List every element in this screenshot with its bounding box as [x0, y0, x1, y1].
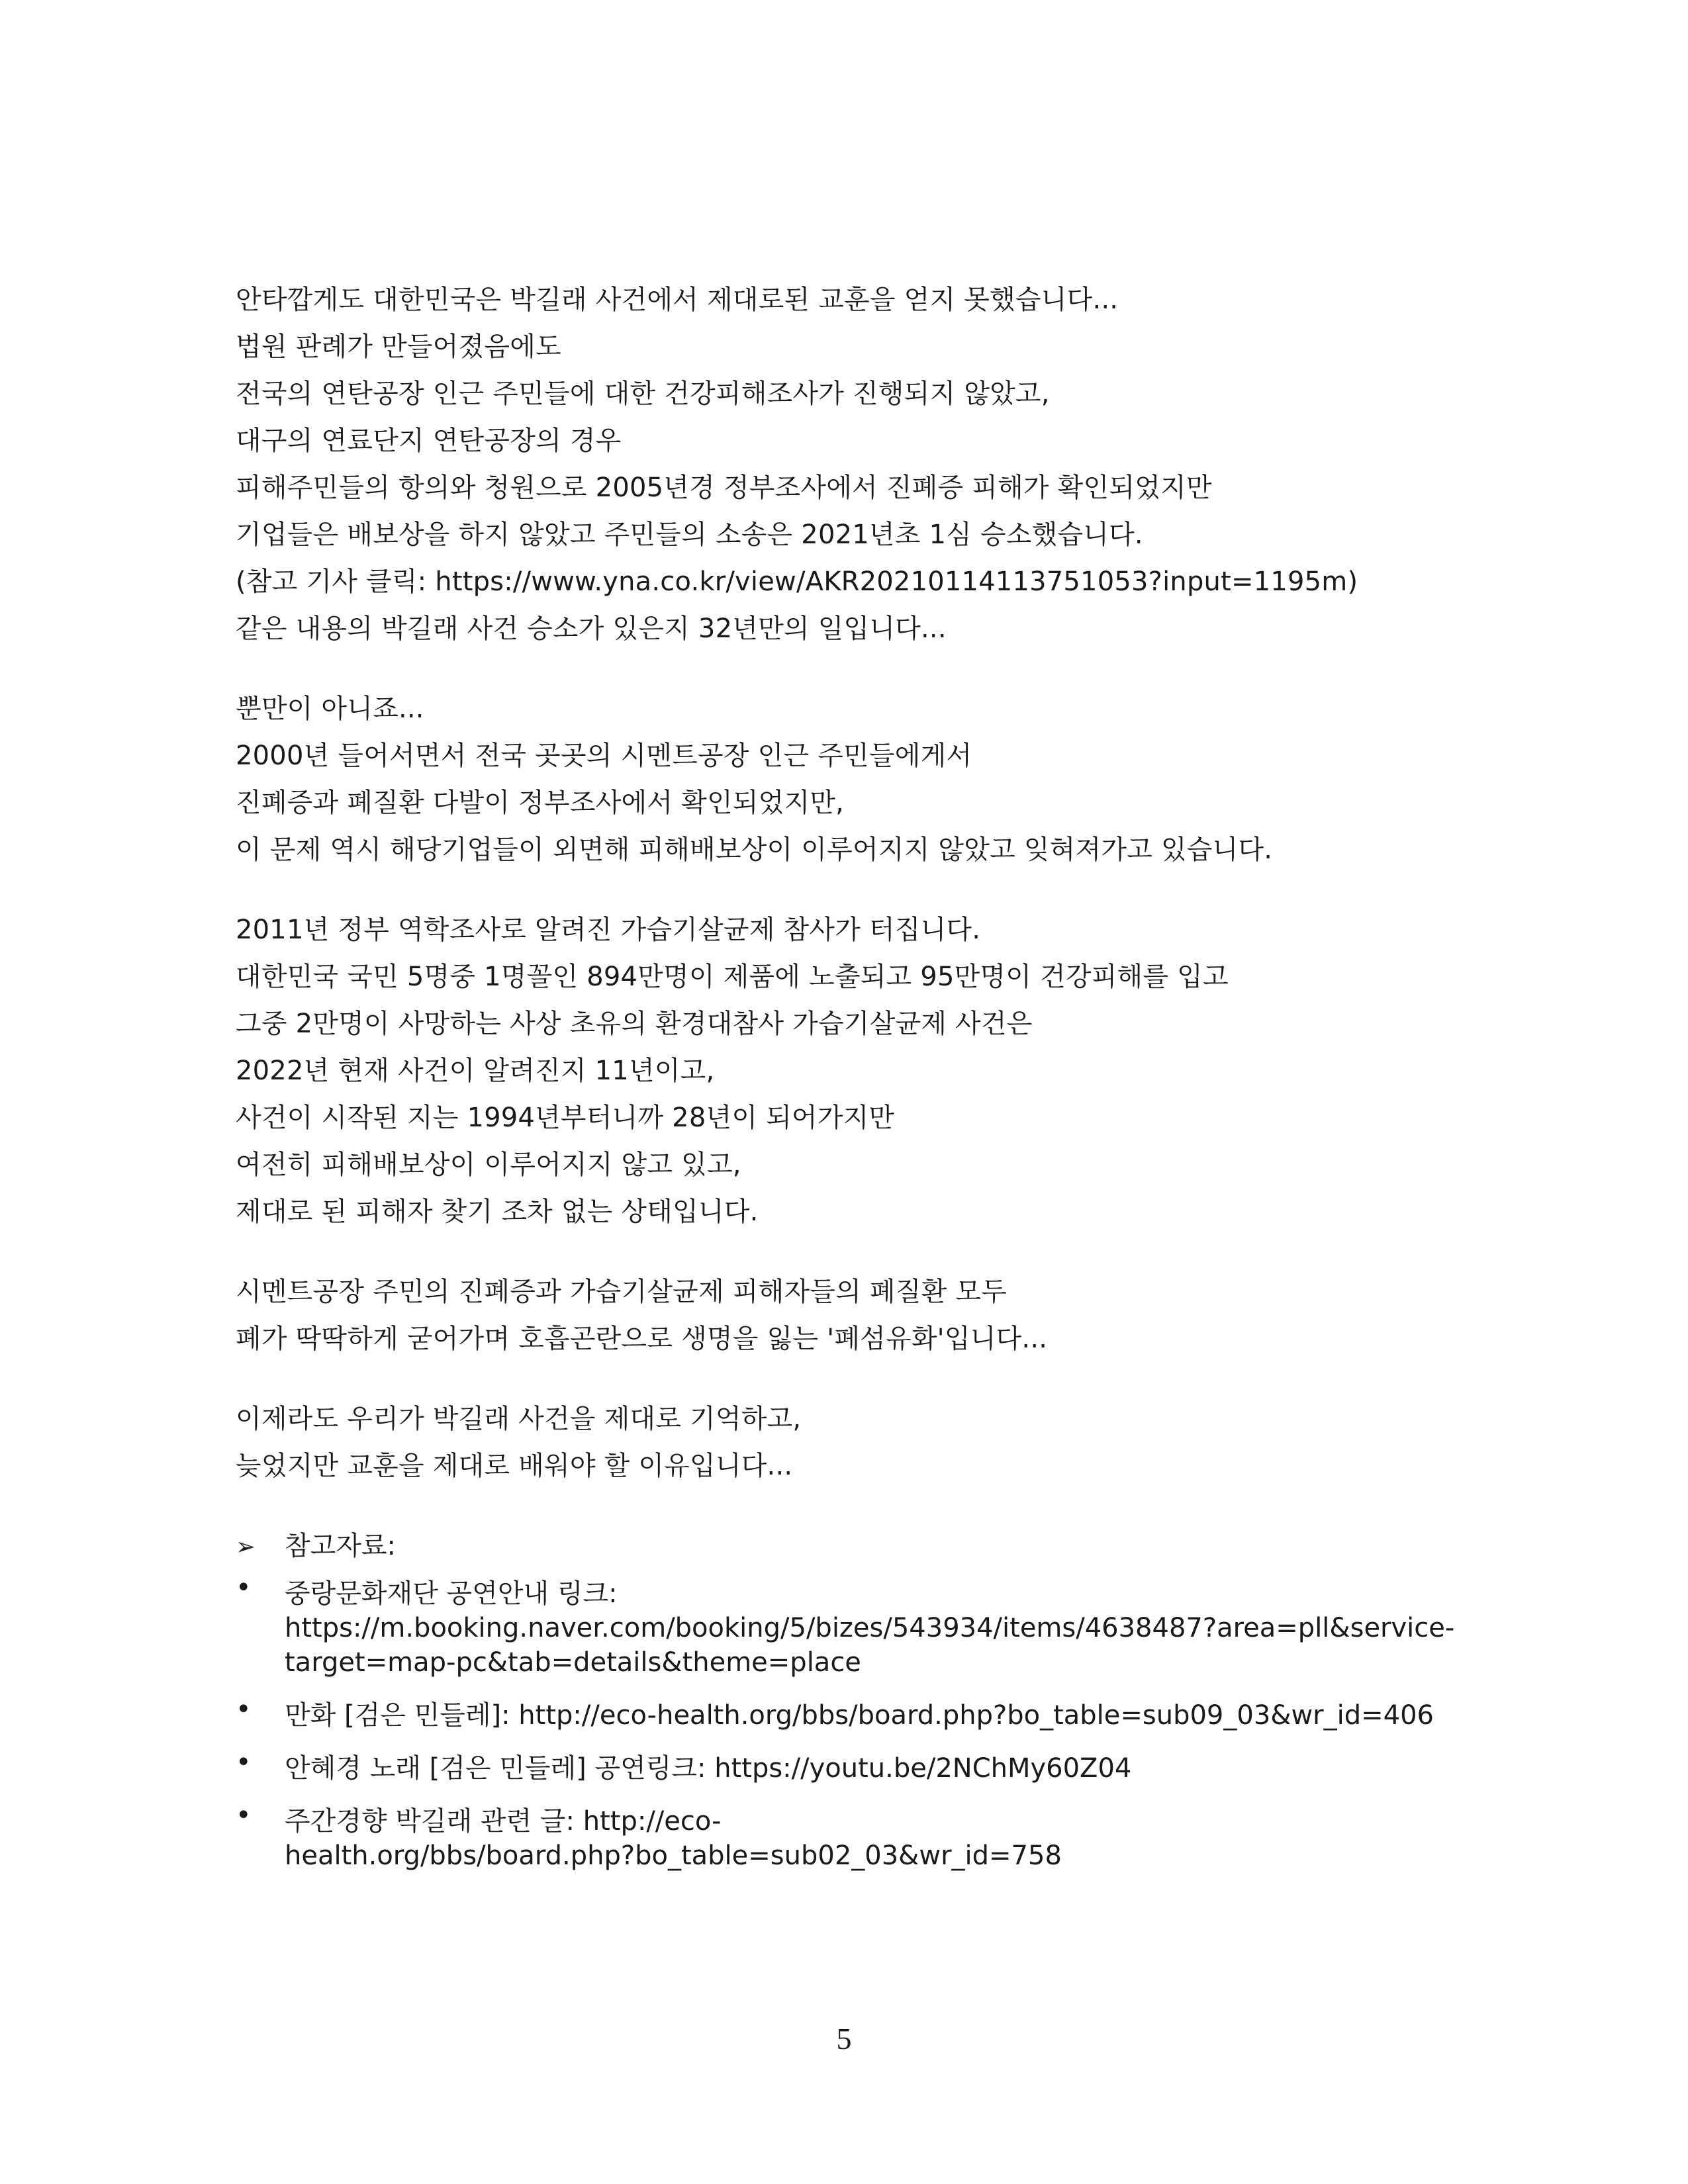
reference-link[interactable]: https://m.booking.naver.com/booking/5/bizes/543934/items/4638487?area=pll&service- — [285, 1613, 1455, 1643]
bullet-icon: • — [236, 1747, 252, 1778]
reference-item-comic — [236, 1692, 1480, 1739]
reference-link[interactable]: 만화 [검은 민들레]: http://eco-health.org/bbs/board.php?bo_table=sub09_03&wr_id=406 — [285, 1700, 1434, 1731]
paragraph-line: 2011년 정부 역학조사로 알려진 가습기살균제 참사가 터집니다. — [236, 915, 981, 945]
paragraph-line: 여전히 피해배보상이 이루어지지 않고 있고, — [236, 1150, 741, 1180]
reference-article-line[interactable]: (참고 기사 클릭: https://www.yna.co.kr/view/AKR20210114113751053?input=1195m) — [236, 567, 1358, 597]
reference-link[interactable]: 안혜경 노래 [검은 민들레] 공연링크: https://youtu.be/2NChMy60Z04 — [285, 1753, 1132, 1784]
reference-body — [285, 1745, 1131, 1792]
reference-body — [285, 1570, 1454, 1686]
paragraph-line: 그중 2만명이 사망하는 사상 초유의 환경대참사 가습기살균제 사건은 — [236, 1009, 1033, 1039]
paragraph-5 — [236, 1396, 1480, 1490]
bullet-icon: • — [236, 1572, 252, 1603]
paragraph-1 — [236, 277, 1480, 653]
reference-item-booking — [236, 1570, 1480, 1686]
paragraph-line: 이 문제 역시 해당기업들이 외면해 피해배보상이 이루어지지 않았고 잊혀져가고 있습니다. — [236, 835, 1273, 865]
reference-item-weekly — [236, 1798, 1480, 1879]
references-section — [236, 1523, 1480, 1879]
reference-link-continued[interactable]: health.org/bbs/board.php?bo_table=sub02_03&wr_id=758 — [285, 1841, 1062, 1871]
reference-link-continued[interactable]: target=map-pc&tab=details&theme=place — [285, 1647, 861, 1678]
paragraph-line: 2000년 들어서면서 전국 곳곳의 시멘트공장 인근 주민들에게서 — [236, 741, 972, 771]
paragraph-line: 시멘트공장 주민의 진폐증과 가습기살균제 피해자들의 폐질환 모두 — [236, 1277, 1008, 1307]
paragraph-line: 같은 내용의 박길래 사건 승소가 있은지 32년만의 일입니다... — [236, 614, 947, 644]
reference-item-song — [236, 1745, 1480, 1792]
paragraph-line: 뿐만이 아니죠... — [236, 694, 424, 724]
paragraph-line: 대한민국 국민 5명중 1명꼴인 894만명이 제품에 노출되고 95만명이 건강피해를 입고 — [236, 962, 1229, 992]
paragraph-line: 늦었지만 교훈을 제대로 배워야 할 이유입니다... — [236, 1451, 793, 1481]
paragraph-line: 2022년 현재 사건이 알려진지 11년이고, — [236, 1056, 715, 1086]
reference-body — [285, 1692, 1434, 1739]
bullet-icon: • — [236, 1800, 252, 1831]
paragraph-line: 기업들은 배보상을 하지 않았고 주민들의 소송은 2021년초 1심 승소했습니다. — [236, 520, 1143, 550]
reference-link[interactable]: 주간경향 박길래 관련 글: http://eco- — [285, 1806, 722, 1837]
paragraph-line: 제대로 된 피해자 찾기 조차 없는 상태입니다. — [236, 1197, 759, 1227]
paragraph-4 — [236, 1269, 1480, 1363]
paragraph-line: 대구의 연료단지 연탄공장의 경우 — [236, 426, 622, 456]
references-title: 참고자료: — [285, 1531, 397, 1561]
bullet-icon: • — [236, 1694, 252, 1725]
paragraph-line: 폐가 딱딱하게 굳어가며 호흡곤란으로 생명을 잃는 '폐섬유화'입니다... — [236, 1324, 1048, 1354]
paragraph-2 — [236, 686, 1480, 874]
paragraph-line: 안타깝게도 대한민국은 박길래 사건에서 제대로된 교훈을 얻지 못했습니다... — [236, 285, 1119, 315]
document-page — [236, 277, 1480, 1886]
reference-body — [285, 1798, 1062, 1879]
paragraph-line: 이제라도 우리가 박길래 사건을 제대로 기억하고, — [236, 1404, 802, 1434]
references-header — [236, 1523, 1480, 1570]
arrow-bullet-icon: ➢ — [236, 1533, 256, 1561]
reference-label: 중랑문화재단 공연안내 링크: — [285, 1578, 618, 1609]
paragraph-line: 전국의 연탄공장 인근 주민들에 대한 건강피해조사가 진행되지 않았고, — [236, 379, 1050, 409]
paragraph-line: 법원 판례가 만들어졌음에도 — [236, 332, 561, 362]
paragraph-line: 사건이 시작된 지는 1994년부터니까 28년이 되어가지만 — [236, 1103, 895, 1133]
page-number: 5 — [836, 2022, 852, 2056]
paragraph-line: 진폐증과 폐질환 다발이 정부조사에서 확인되었지만, — [236, 788, 845, 818]
paragraph-line: 피해주민들의 항의와 청원으로 2005년경 정부조사에서 진폐증 피해가 확인되었지만 — [236, 473, 1212, 503]
paragraph-3 — [236, 907, 1480, 1236]
